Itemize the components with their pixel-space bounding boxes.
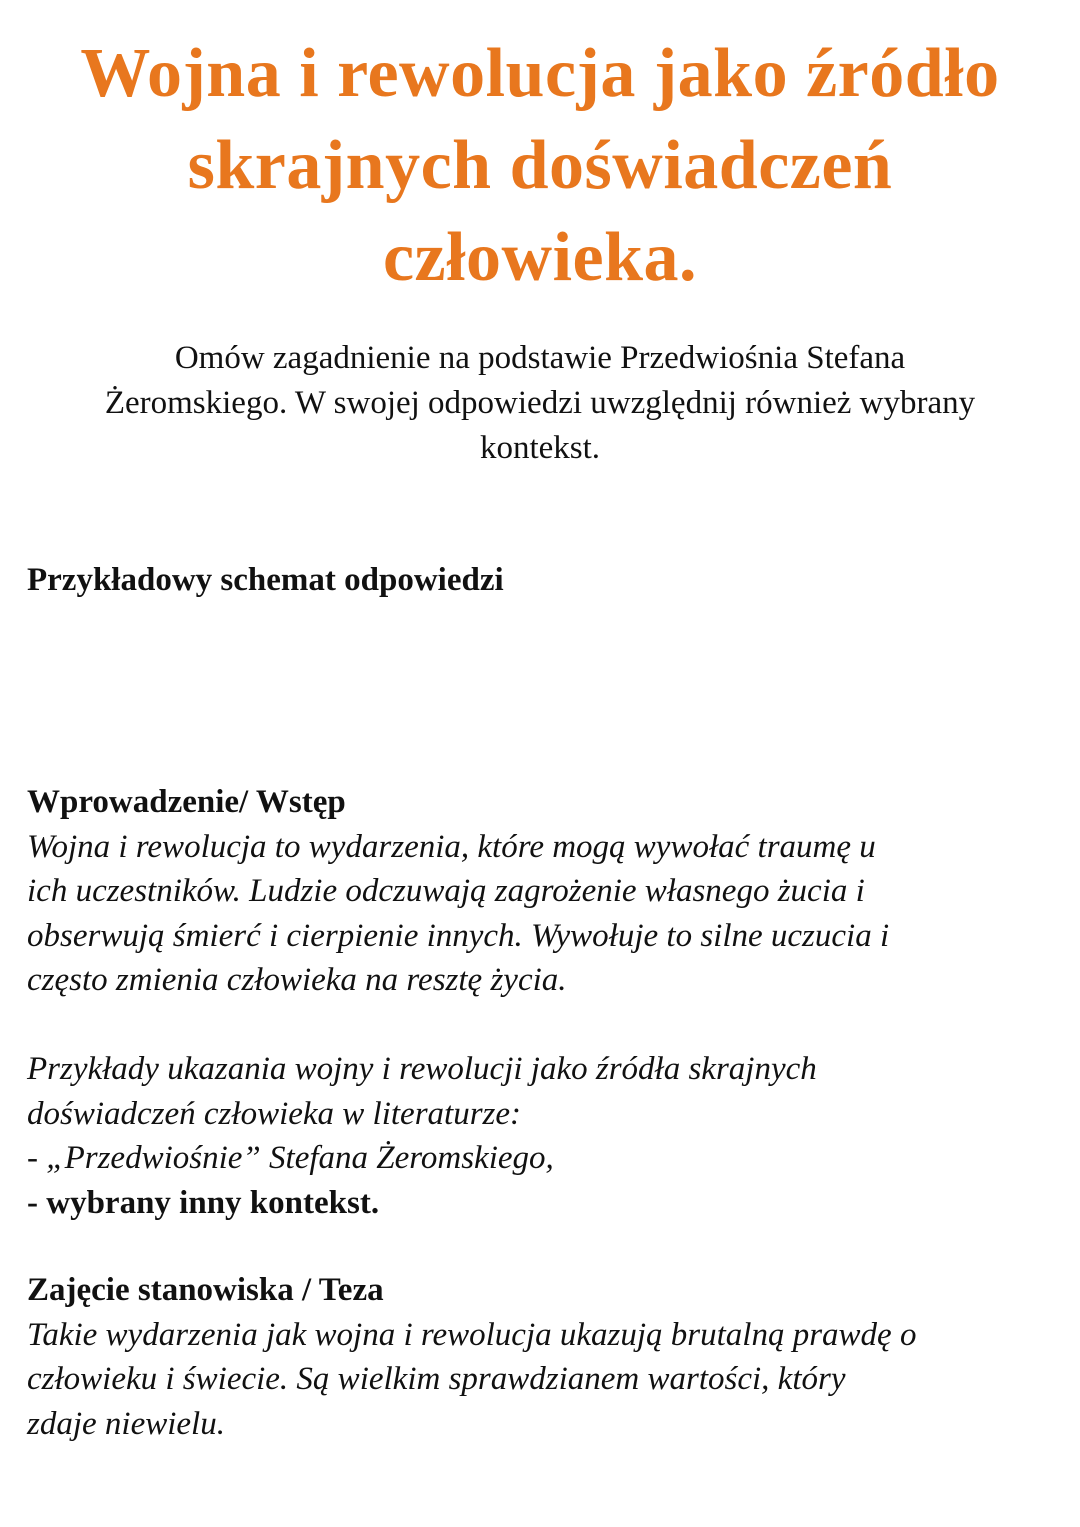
title-line: skrajnych doświadczeń — [187, 127, 893, 204]
example-item: - „Przedwiośnie” Stefana Żeromskiego, — [27, 1140, 554, 1176]
task-line: Omów zagadnienie na podstawie Przedwiośnia Stefana — [174, 340, 906, 376]
task-line: Żeromskiego. W swojej odpowiedzi uwzględnij również wybrany — [104, 385, 976, 421]
examples-intro-line: Przykłady ukazania wojny i rewolucji jako źródła skrajnych — [27, 1051, 817, 1087]
thesis-section — [27, 1268, 1067, 1446]
intro-section — [27, 780, 1067, 1225]
thesis-heading: Zajęcie stanowiska / Teza — [27, 1272, 384, 1308]
title-line: Wojna i rewolucja jako źródło — [80, 35, 1000, 112]
paragraph-gap — [27, 1003, 1067, 1048]
thesis-paragraph-line: Takie wydarzenia jak wojna i rewolucja ukazują brutalną prawdę o — [27, 1316, 917, 1353]
examples-intro-line: doświadczeń człowieka w literaturze: — [27, 1095, 522, 1132]
intro-paragraph-line: często zmienia człowieka na resztę życia. — [27, 962, 567, 998]
schema-heading: Przykładowy schemat odpowiedzi — [27, 562, 504, 598]
intro-heading: Wprowadzenie/ Wstęp — [27, 784, 346, 820]
page-title — [0, 28, 1080, 304]
task-line: kontekst. — [479, 430, 601, 466]
thesis-paragraph-line: zdaje niewielu. — [27, 1405, 225, 1442]
task-instruction — [20, 336, 1060, 471]
intro-paragraph-line: Wojna i rewolucja to wydarzenia, które mogą wywołać traumę u — [27, 828, 876, 865]
example-item: - wybrany inny kontekst. — [27, 1184, 380, 1221]
intro-paragraph-line: obserwują śmierć i cierpienie innych. Wywołuje to silne uczucia i — [27, 917, 890, 954]
title-line: człowieka. — [382, 219, 698, 296]
intro-paragraph-line: ich uczestników. Ludzie odczuwają zagrożenie własnego żucia i — [27, 873, 865, 909]
thesis-paragraph-line: człowieku i świecie. Są wielkim sprawdzianem wartości, który — [27, 1361, 846, 1397]
